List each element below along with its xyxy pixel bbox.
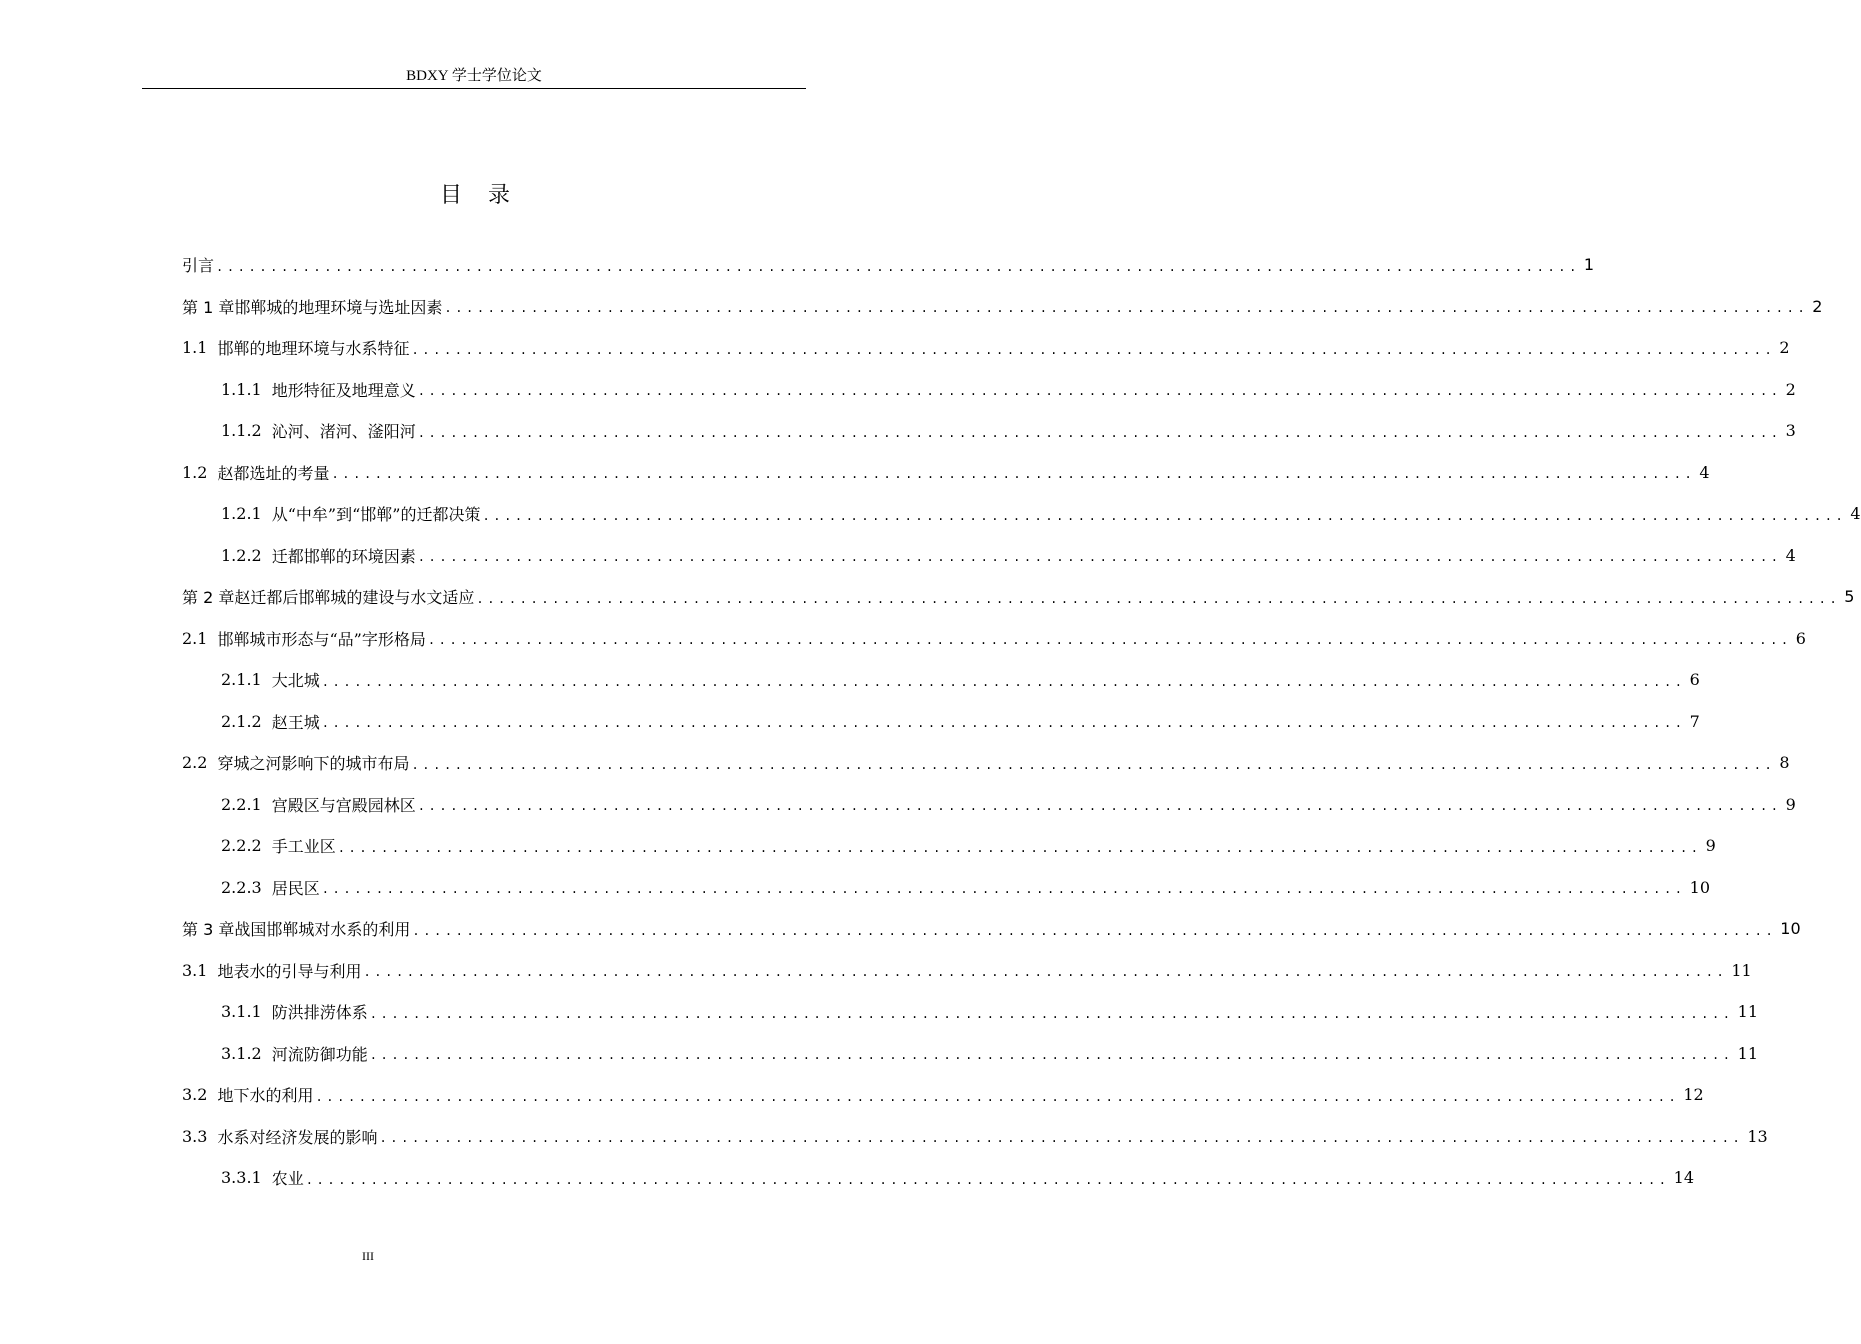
toc-entry[interactable] (182, 950, 1752, 992)
toc-entry-page: 10 (1689, 877, 1710, 897)
toc-entry[interactable] (182, 991, 1758, 1033)
toc-entry[interactable] (182, 535, 1796, 577)
toc-leader-dots: .............................................................................................................................. (369, 1048, 1734, 1063)
table-of-contents (182, 244, 1861, 1199)
toc-entry-number: 3.3.1 (221, 1168, 262, 1188)
toc-entry-number: 3.1 (182, 960, 208, 980)
toc-entry-number: 第 3 章 (182, 920, 235, 940)
toc-entry[interactable] (182, 286, 1823, 328)
toc-entry-title: 赵迁都后邯郸城的建设与水文适应 (234, 588, 475, 608)
toc-entry-page: 1 (1583, 255, 1595, 275)
toc-leader-dots: .............................................................................................................................. (417, 799, 1782, 814)
toc-entry-number: 2.2.1 (221, 794, 262, 814)
toc-entry-title: 邯郸城市形态与“品”字形格局 (217, 629, 426, 649)
toc-entry-title: 农业 (271, 1169, 304, 1189)
toc-entry-number: 第 1 章 (182, 297, 235, 317)
toc-leader-dots: .............................................................................................................................. (321, 882, 1686, 897)
toc-entry[interactable] (182, 576, 1855, 618)
toc-leader-dots: .............................................................................................................................. (411, 342, 1776, 357)
toc-entry[interactable] (182, 784, 1796, 826)
toc-entry[interactable] (182, 452, 1710, 494)
toc-entry-page: 2 (1785, 379, 1796, 399)
toc-entry[interactable] (182, 908, 1801, 950)
toc-entry[interactable] (182, 742, 1790, 784)
toc-entry-title: 穿城之河影响下的城市布局 (217, 754, 410, 774)
toc-entry-title: 手工业区 (271, 837, 336, 857)
toc-entry-title: 沁河、渚河、滏阳河 (271, 422, 416, 442)
toc-entry-number: 1.1.1 (221, 379, 262, 399)
toc-entry-title: 大北城 (271, 671, 320, 691)
toc-leader-dots: .............................................................................................................................. (315, 1089, 1680, 1104)
toc-entry-page: 14 (1673, 1168, 1694, 1188)
toc-entry[interactable] (182, 327, 1790, 369)
toc-entry-page: 4 (1785, 545, 1796, 565)
toc-entry-number: 2.2 (182, 753, 208, 773)
toc-entry-page: 6 (1689, 670, 1700, 690)
toc-leader-dots: .............................................................................................................................. (363, 965, 1728, 980)
toc-entry-page: 11 (1737, 1002, 1758, 1022)
toc-entry-number: 1.1.2 (221, 421, 262, 441)
toc-entry-number: 1.2.2 (221, 545, 262, 565)
toc-entry-title: 迁都邯郸的环境因素 (271, 546, 416, 566)
toc-leader-dots: .............................................................................................................................. (417, 384, 1782, 399)
toc-entry-number: 2.1 (182, 628, 208, 648)
toc-entry-number: 2.2.3 (221, 877, 262, 897)
toc-leader-dots: .............................................................................................................................. (321, 716, 1686, 731)
toc-entry-page: 11 (1731, 960, 1752, 980)
toc-leader-dots: .............................................................................................................................. (305, 1172, 1670, 1187)
toc-entry[interactable] (182, 825, 1716, 867)
toc-entry-page: 2 (1812, 296, 1823, 316)
toc-entry-title: 邯郸城的地理环境与选址因素 (234, 297, 443, 317)
toc-entry-page: 9 (1705, 836, 1716, 856)
toc-leader-dots: .............................................................................................................................. (337, 840, 1702, 855)
toc-leader-dots: .............................................................................................................................. (427, 633, 1792, 648)
toc-leader-dots: .............................................................................................................................. (321, 674, 1686, 689)
toc-entry[interactable] (182, 1116, 1768, 1158)
toc-entry-title: 地表水的引导与利用 (217, 961, 362, 981)
toc-entry[interactable] (182, 1033, 1758, 1075)
toc-entry-number: 2.2.2 (221, 836, 262, 856)
toc-entry-page: 9 (1785, 794, 1796, 814)
toc-leader-dots: .............................................................................................................................. (476, 591, 1841, 606)
toc-leader-dots: .............................................................................................................................. (417, 425, 1782, 440)
toc-entry-number: 1.2 (182, 462, 208, 482)
toc-entry-title: 水系对经济发展的影响 (217, 1127, 378, 1147)
running-header (142, 64, 806, 89)
toc-entry-number: 第 2 章 (182, 588, 235, 608)
toc-entry[interactable] (182, 410, 1796, 452)
toc-entry-page: 10 (1780, 919, 1801, 939)
toc-leader-dots: .............................................................................................................................. (411, 757, 1776, 772)
toc-entry-number: 2.1.2 (221, 711, 262, 731)
page-number: III (362, 1249, 374, 1263)
toc-leader-dots: .............................................................................................................................. (417, 550, 1782, 565)
toc-entry-page: 4 (1850, 504, 1861, 524)
toc-entry-page: 8 (1779, 753, 1790, 773)
toc-entry-number: 1.2.1 (221, 504, 262, 524)
toc-entry[interactable] (182, 1157, 1694, 1199)
toc-entry[interactable] (182, 618, 1806, 660)
toc-leader-dots: .............................................................................................................................. (331, 467, 1696, 482)
page-title: 目录 (439, 183, 536, 208)
toc-entry-title: 战国邯郸城对水系的利用 (234, 920, 411, 940)
toc-entry-title: 邯郸的地理环境与水系特征 (217, 339, 410, 359)
toc-entry-page: 3 (1785, 421, 1796, 441)
toc-entry-page: 2 (1779, 338, 1790, 358)
toc-entry-number: 3.3 (182, 1126, 208, 1146)
toc-leader-dots: .............................................................................................................................. (379, 1131, 1744, 1146)
toc-leader-dots: .............................................................................................................................. (369, 1006, 1734, 1021)
toc-entry-page: 12 (1683, 1085, 1704, 1105)
toc-entry-number: 3.1.2 (221, 1043, 262, 1063)
toc-entry[interactable] (182, 659, 1700, 701)
toc-entry-title: 宫殿区与宫殿园林区 (271, 795, 416, 815)
toc-leader-dots: .............................................................................................................................. (444, 301, 1809, 316)
running-header-text: BDXY 学士学位论文 (406, 68, 542, 84)
toc-leader-dots: .............................................................................................................................. (482, 508, 1847, 523)
toc-entry[interactable] (182, 244, 1595, 286)
toc-entry-title: 从“中牟”到“邯郸”的迁都决策 (271, 505, 481, 525)
toc-entry-page: 4 (1699, 462, 1710, 482)
toc-entry[interactable] (182, 867, 1710, 909)
toc-entry[interactable] (182, 701, 1700, 743)
toc-entry-page: 13 (1747, 1126, 1768, 1146)
toc-entry[interactable] (182, 1074, 1704, 1116)
toc-entry[interactable] (182, 493, 1861, 535)
toc-entry-number: 1.1 (182, 338, 208, 358)
toc-entry-page: 7 (1689, 711, 1700, 731)
toc-entry[interactable] (182, 369, 1796, 411)
toc-entry-title: 赵都选址的考量 (217, 463, 330, 483)
toc-entry-number: 3.2 (182, 1085, 208, 1105)
toc-entry-number: 3.1.1 (221, 1002, 262, 1022)
toc-entry-title: 地形特征及地理意义 (271, 380, 416, 400)
toc-entry-title: 引言 (182, 256, 215, 276)
toc-entry-title: 赵王城 (271, 712, 320, 732)
toc-entry-page: 5 (1844, 587, 1855, 607)
toc-entry-title: 居民区 (271, 878, 320, 898)
toc-entry-title: 河流防御功能 (271, 1044, 368, 1064)
toc-entry-page: 6 (1795, 628, 1806, 648)
toc-entry-page: 11 (1737, 1043, 1758, 1063)
toc-entry-title: 防洪排涝体系 (271, 1003, 368, 1023)
toc-entry-title: 地下水的利用 (217, 1086, 314, 1106)
toc-leader-dots: .............................................................................................................................. (216, 259, 1580, 274)
toc-entry-number: 2.1.1 (221, 670, 262, 690)
toc-leader-dots: .............................................................................................................................. (412, 923, 1777, 938)
